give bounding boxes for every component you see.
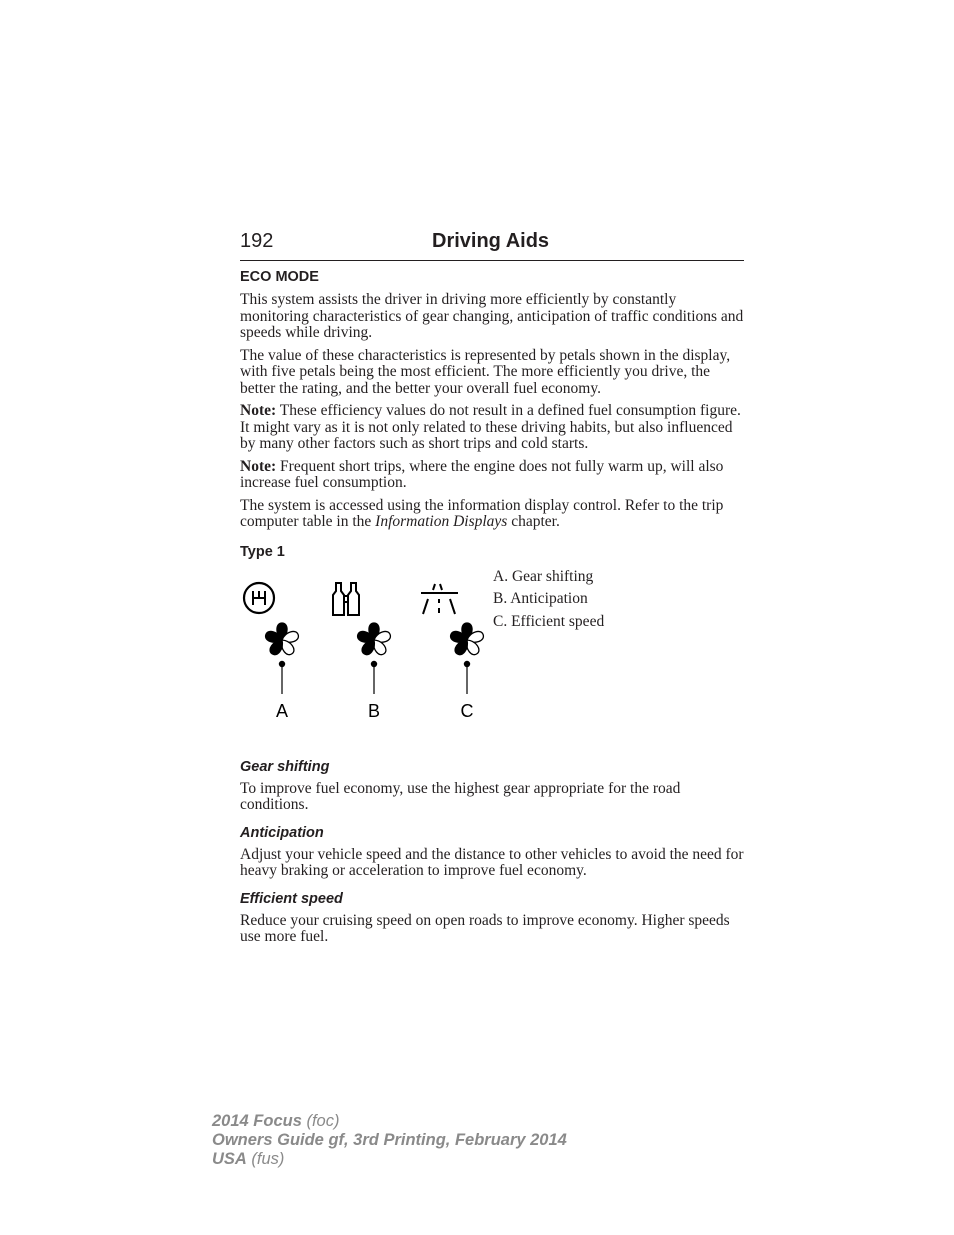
road-icon bbox=[421, 584, 458, 614]
note-label: Note: bbox=[240, 402, 277, 419]
gear-shifting-heading: Gear shifting bbox=[240, 758, 330, 775]
efficient-speed-heading: Efficient speed bbox=[240, 890, 343, 907]
binoculars-icon bbox=[333, 583, 359, 615]
legend-item-efficient-speed: C. Efficient speed bbox=[493, 612, 605, 630]
petal-flower-b bbox=[356, 623, 391, 657]
callout-letter-c: C bbox=[460, 700, 474, 721]
footer-guide: Owners Guide gf, 3rd Printing, February 2014 bbox=[212, 1131, 567, 1149]
section-title: Driving Aids bbox=[432, 230, 550, 252]
footer-model-code: (foc) bbox=[301, 1112, 340, 1130]
access-text-end: chapter. bbox=[507, 513, 560, 530]
figure-legend bbox=[493, 568, 604, 636]
callout-letter-a: A bbox=[275, 700, 289, 721]
footer-model-line bbox=[212, 1112, 567, 1131]
note-label: Note: bbox=[240, 457, 277, 475]
callout-letter-b: B bbox=[367, 700, 381, 721]
gear-shift-icon bbox=[244, 583, 274, 613]
callout-leaders bbox=[279, 661, 469, 694]
note-text: Frequent short trips, where the engine does not fully warm up, will also increase fuel consumption. bbox=[240, 457, 724, 491]
eco-mode-intro: This system assists the driver in driving more efficiently by constantly monitoring characteristics of gear changing, anticipation of traffic conditions and speeds while driving. bbox=[240, 291, 744, 341]
eco-mode-petals-paragraph: The value of these characteristics is represented by petals shown in the display, with five petals being the most efficient. The more efficiently you drive, the better the rating, and the better your overall fuel economy. bbox=[240, 346, 731, 397]
type1-heading: Type 1 bbox=[240, 543, 285, 560]
note-efficiency-values bbox=[240, 403, 746, 453]
petal-flower-a bbox=[264, 623, 299, 657]
note-text: These efficiency values do not result in a defined fuel consumption figure. It might vary as it is not only related to these driving habits, but also influenced by many other factors such as short trips and cold starts. bbox=[240, 402, 741, 452]
access-paragraph bbox=[240, 498, 746, 531]
efficient-speed-text: Reduce your cruising speed on open roads to improve economy. Higher speeds use more fuel. bbox=[240, 911, 730, 945]
note-short-trips bbox=[240, 459, 746, 492]
gear-shifting-text: To improve fuel economy, use the highest gear appropriate for the road conditions. bbox=[240, 779, 681, 813]
anticipation-heading: Anticipation bbox=[240, 824, 324, 841]
eco-mode-heading: ECO MODE bbox=[240, 269, 319, 285]
footer-market-line bbox=[212, 1150, 567, 1169]
chapter-reference: Information Displays bbox=[375, 513, 508, 530]
petal-flower-c bbox=[449, 623, 484, 657]
eco-petal-diagram bbox=[240, 568, 500, 748]
anticipation-text: Adjust your vehicle speed and the distance to other vehicles to avoid the need for heavy braking or acceleration to improve fuel economy. bbox=[240, 845, 744, 879]
page-footer bbox=[212, 1112, 567, 1169]
legend-item-gear-shifting: A. Gear shifting bbox=[493, 567, 594, 585]
page-number: 192 bbox=[240, 230, 274, 252]
page-content bbox=[240, 267, 746, 952]
legend-item-anticipation: B. Anticipation bbox=[493, 590, 588, 607]
type1-figure bbox=[240, 568, 746, 748]
footer-market-code: (fus) bbox=[246, 1150, 285, 1168]
access-text: The system is accessed using the information display control. Refer to the trip computer table in the bbox=[240, 496, 724, 530]
footer-model: 2014 Focus bbox=[212, 1112, 302, 1130]
page-header bbox=[240, 228, 744, 261]
footer-market: USA bbox=[212, 1150, 247, 1168]
footer-guide-line bbox=[212, 1131, 567, 1150]
